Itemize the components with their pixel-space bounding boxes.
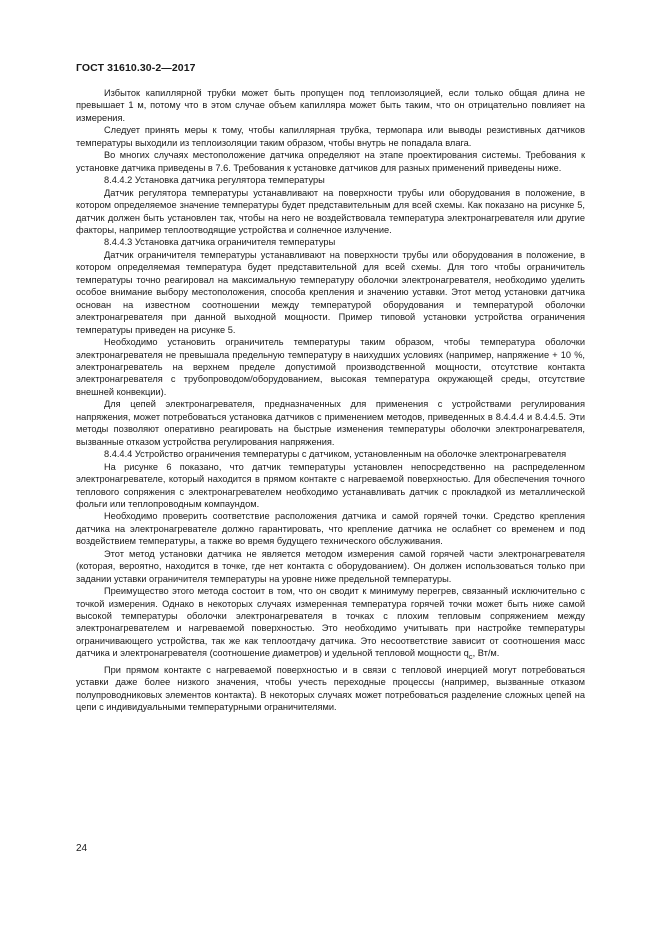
section-heading: 8.4.4.2 Установка датчика регулятора температуры [104,175,325,186]
formula-unit: , Вт/м. [472,648,500,659]
body-paragraph: Датчик ограничителя температуры устанавливают на поверхности трубы или оборудования в положение, в котором определяемая температура будет представительной для всей схемы. Для того чтобы ограничитель температуры точно реагировал на максимальную температуру оболочки электронагревателя, необходимо уделить особое внимание выбору местоположения, способа крепления и значению уставки. Этот метод установки датчика основан на известном соотношении между температурой оборудования и температурой оболочки электронагревателя при данной выходной мощности. Пример типовой установки устройства ограничения температуры приведен на рисунке 5. [76,249,585,335]
body-paragraph [76,585,585,664]
body-paragraph: Следует принять меры к тому, чтобы капиллярная трубка, термопара или выводы резистивных датчиков температуры выходили из теплоизоляции таким образом, чтобы внутрь не попадала влага. [76,125,585,148]
section-heading: 8.4.4.4 Устройство ограничения температуры с датчиком, установленным на оболочке электронагревателя [104,449,567,460]
formula-subscript: c [468,652,473,662]
body-paragraph: Для цепей электронагревателя, предназначенных для применения с устройствами регулирования напряжения, может потребоваться установка датчиков с применением методов, приведенных в 8.4.4.4 и 8.4.4.5. Эти методы позволяют оперативно реагировать на быстрые изменения температуры оболочки электронагревателя, вызванные отказом устройства регулирования напряжения. [76,399,585,447]
body-paragraph: Избыток капиллярной трубки может быть пропущен под теплоизоляцией, если только общая длина не превышает 1 м, потому что в этом случае объем капилляра может быть таким, что он отрицательно повлияет на измерения. [76,88,585,123]
body-paragraph: Необходимо установить ограничитель температуры таким образом, чтобы температура оболочки электронагревателя не превышала предельную температуру в наихудших условиях (например, напряжение + 10 %, электронагреватель на верхнем пределе допустимой производственной мощности, отсутствие контакта электронагревателя с трубопроводом/оборудованием, высокая температура окружающей среды, отсутствие внешней конвекции). [76,337,585,397]
body-paragraph: На рисунке 6 показано, что датчик температуры установлен непосредственно на распределенном электронагревателе, который находится в прямом контакте с нагреваемой поверхностью. Для обеспечения точного теплового сопряжения с электронагревателем необходимо устанавливать датчик с прокладкой из металлической фольги или теплопроводным компаундом. [76,461,585,509]
body-paragraph: При прямом контакте с нагреваемой поверхностью и в связи с тепловой инерцией могут потребоваться уставки даже более низкого значения, чтобы учесть переходные процессы (например, вызванные отказом полупроводниковых элементов контакта). В некоторых случаях может потребоваться разделение сложных цепей на цепи с индивидуальными температурными ограничителями. [76,664,585,713]
body-paragraph: Необходимо проверить соответствие расположения датчика и самой горячей точки. Средство крепления датчика на электронагревателе должно гарантировать, что крепление датчика не ослабнет со временем и под воздействием температуры, а также во время будущего технического обслуживания. [76,511,585,547]
section-heading: 8.4.4.3 Установка датчика ограничителя температуры [104,237,336,248]
document-body [76,87,585,714]
body-paragraph: Датчик регулятора температуры устанавливают на поверхности трубы или оборудования в положение, в котором определяемое значение температуры будет представительным для всей схемы. Как показано на рисунке 5, датчик должен быть установлен так, чтобы на него не воздействовала температура электронагревателя или другие факторы, например теплоотводящие устройства и солнечное излучение. [76,187,585,235]
paragraph-text: Преимущество этого метода состоит в том, что он сводит к минимуму перегрев, связанный исключительно с точкой измерения. Однако в некоторых случаях измеренная температура горячей точки может быть ниже самой высокой температуры оболочки электронагревателя в точках с плохим тепловым сопряжением между электронагревателем и нагреваемой поверхностью. Это необходимо учитывать при настройке температуры ограничивающего устройства, так же как теплоотдачу датчика. Это несоответствие зависит от соотношения масс датчика и электронагревателя (соотношение диаметров) и удельной тепловой мощности q [76,586,585,659]
body-paragraph: Во многих случаях местоположение датчика определяют на этапе проектирования системы. Требования к установке датчика приведены в 7.6. Требования к установке датчиков для разных применений приведены ниже. [76,150,585,173]
document-header: ГОСТ 31610.30-2—2017 [76,62,196,74]
page-number: 24 [76,843,88,854]
body-paragraph: Этот метод установки датчика не является методом измерения самой горячей части электронагревателя (которая, вероятно, находится в точке, где нет контакта с оборудованием). Он должен использоваться только при задании уставки ограничителя температуры на уровне ниже предельной температуры. [76,548,585,584]
